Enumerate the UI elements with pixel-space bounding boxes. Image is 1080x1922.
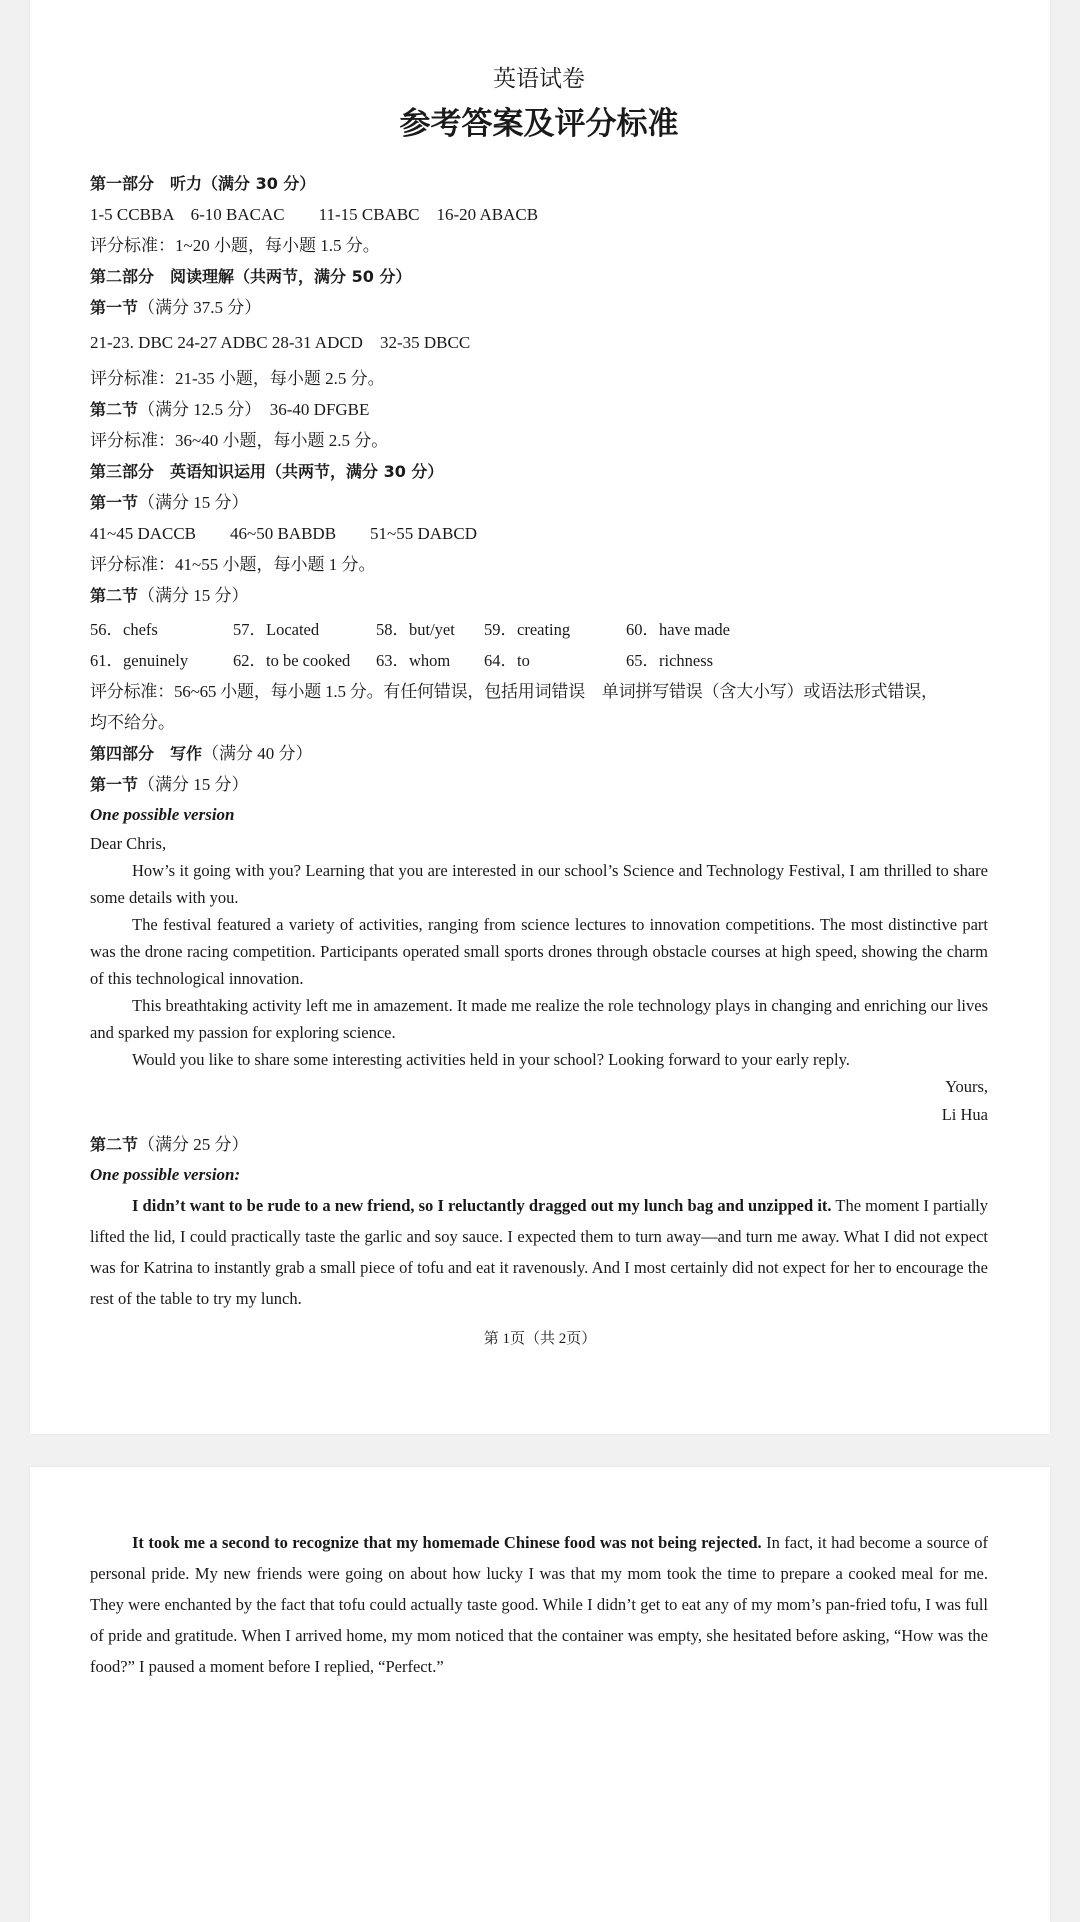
document-title: 英语试卷 [493, 66, 585, 91]
part2-section2-score: （满分 12.5 分） 36-40 DFGBE [138, 400, 370, 419]
answer-60: 60．have made [626, 620, 731, 639]
letter-paragraph-3: This breathtaking activity left me in amazement. It made me realize the role technology plays in changing and enriching our lives and sparked my passion for exploring science. [90, 996, 988, 1042]
part3-section2-title [90, 580, 988, 611]
part4-section2-label: 第二节 [90, 1135, 139, 1154]
part3-section1-title [90, 487, 988, 518]
part2-section1-score: （满分 37.5 分） [138, 298, 262, 317]
answer-61: 61．genuinely [90, 651, 189, 670]
part4-section1-title [90, 769, 988, 800]
answer-59: 59．creating [484, 620, 571, 639]
part2-section1-label: 第一节 [90, 298, 139, 317]
part4-title [90, 738, 988, 769]
page-1-content [90, 62, 988, 1314]
essay2-paragraph-2 [90, 1527, 988, 1682]
part3-section2-label: 第二节 [90, 586, 139, 605]
part3-section2-criteria-line1: 评分标准：56~65 小题，每小题 1.5 分。有任何错误，包括用词错误 单词拼写错误（含大小写）或语法形式错误， [90, 682, 938, 701]
letter-paragraph-2: The festival featured a variety of activities, ranging from science lectures to innovation competitions. The most distinctive part was the drone racing competition. Participants operated small sports drones through obstacle courses at high speed, showing the charm of this technological innovation. [90, 915, 988, 988]
essay2-paragraph-2-lead: It took me a second to recognize that my homemade Chinese food was not being rejected. [132, 1533, 762, 1552]
answer-62: 62．to be cooked [233, 651, 351, 670]
page-2-content [90, 1527, 988, 1682]
answer-63: 63．whom [376, 651, 451, 670]
part4-section2-title [90, 1129, 988, 1160]
essay2-paragraph-1 [90, 1190, 988, 1314]
page-number: 第 1页（共 2页） [483, 1331, 597, 1347]
answer-row-61-65 [90, 645, 988, 676]
part4-section1-score: （满分 15 分） [138, 775, 249, 794]
letter-paragraph-1: How’s it going with you? Learning that you are interested in our school’s Science and Technology Festival, I am thrilled to share some details with you. [90, 861, 988, 907]
part3-section2-score: （满分 15 分） [138, 586, 249, 605]
essay2-paragraph-1-body: The moment I partially lifted the lid, I could practically taste the garlic and soy sauce. I expected them to turn away—and turn me away. What I did not expect was for Katrina to instantly grab a small piece of tofu and eat it ravenously. And I most certainly did not expect for her to encourage the rest of the table to try my lunch. [90, 1196, 989, 1308]
part2-section1-title [90, 292, 988, 323]
page-1 [30, 0, 1050, 1434]
part4-section1-label: 第一节 [90, 775, 139, 794]
essay2-paragraph-1-lead: I didn’t want to be rude to a new friend, so I reluctantly dragged out my lunch bag and unzipped it. [132, 1196, 832, 1215]
essay2-label: One possible version: [90, 1165, 241, 1184]
part3-section1-answers: 41~45 DACCB 46~50 BABDB 51~55 DABCD [90, 524, 477, 543]
document-subtitle: 参考答案及评分标准 [399, 106, 679, 142]
part2-section2-label: 第二节 [90, 400, 139, 419]
part1-criteria: 评分标准：1~20 小题，每小题 1.5 分。 [90, 236, 380, 255]
part4-header: 第四部分 写作 [90, 744, 203, 763]
answer-65: 65．richness [626, 651, 714, 670]
letter-greeting: Dear Chris, [90, 834, 167, 853]
part1-header: 第一部分 听力（满分 30 分） [90, 174, 316, 193]
part3-section1-criteria: 评分标准：41~55 小题，每小题 1 分。 [90, 555, 376, 574]
answer-64: 64．to [484, 651, 530, 670]
essay1-label: One possible version [90, 805, 235, 824]
part1-answers: 1-5 CCBBA 6-10 BACAC 11-15 CBABC 16-20 ABACB [90, 205, 539, 224]
letter-signature: Li Hua [941, 1105, 988, 1124]
part2-section2-criteria: 评分标准：36~40 小题，每小题 2.5 分。 [90, 431, 389, 450]
part2-section1-answers: 21-23. DBC 24-27 ADBC 28-31 ADCD 32-35 DBCC [90, 333, 471, 352]
part3-header: 第三部分 英语知识运用（共两节，满分 30 分） [90, 462, 444, 481]
part2-section2-title [90, 394, 988, 425]
answer-57: 57．Located [233, 620, 320, 639]
part3-section2-criteria-line2: 均不给分。 [90, 713, 175, 732]
answer-56: 56．chefs [90, 620, 158, 639]
part4-section2-score: （满分 25 分） [138, 1135, 249, 1154]
answer-row-56-60 [90, 614, 988, 645]
page-2 [30, 1467, 1050, 1922]
letter-closing: Yours, [945, 1077, 988, 1096]
part3-section1-label: 第一节 [90, 493, 139, 512]
part4-header-score: （满分 40 分） [202, 744, 313, 763]
part2-section1-criteria: 评分标准：21-35 小题，每小题 2.5 分。 [90, 369, 385, 388]
essay2-paragraph-2-body: In fact, it had become a source of personal pride. My new friends were going on about how lucky I was that my mom took the time to prepare a cooked meal for me. They were enchanted by the fact that tofu could actually taste good. While I didn’t get to eat any of my mom’s pan-fried tofu, I was full of pride and gratitude. When I arrived home, my mom noticed that the container was empty, she hesitated before asking, “How was the food?” I paused a moment before I replied, “Perfect.” [90, 1533, 988, 1676]
part2-header: 第二部分 阅读理解（共两节，满分 50 分） [90, 267, 412, 286]
part3-section1-score: （满分 15 分） [138, 493, 249, 512]
letter-paragraph-4: Would you like to share some interesting activities held in your school? Looking forward to your early reply. [132, 1050, 850, 1069]
answer-58: 58．but/yet [376, 620, 455, 639]
